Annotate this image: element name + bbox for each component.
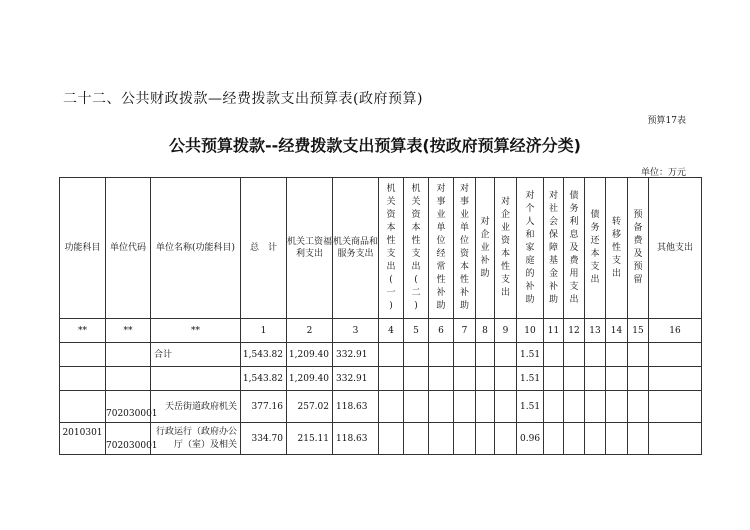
func-code-cell [60,391,106,423]
index-cell: 12 [564,319,585,343]
index-cell: 8 [476,319,495,343]
unit-code-cell [106,343,151,367]
header-wage: 机关工资福利支出 [287,178,333,319]
header-debt-principal: 债 务 还 本 支 出 [585,178,606,319]
header-goods: 机关商品和服务支出 [333,178,379,319]
total-cell: 1,543.82 [241,343,287,367]
index-cell: 6 [429,319,454,343]
wage-cell: 257.02 [287,391,333,423]
header-other: 其他支出 [649,178,702,319]
header-unit-name: 单位名称(功能科目) [151,178,241,319]
index-cell: 13 [585,319,606,343]
header-total: 总 计 [241,178,287,319]
index-cell: 11 [544,319,564,343]
header-inst-capital: 对 事 业 单 位 资 本 性 补 助 [454,178,476,319]
personal-cell: 1.51 [517,391,544,423]
index-cell: 7 [454,319,476,343]
func-code-cell [60,343,106,367]
total-cell: 1,543.82 [241,367,287,391]
goods-cell: 118.63 [333,423,379,455]
total-cell: 377.16 [241,391,287,423]
personal-cell: 1.51 [517,343,544,367]
table-row [60,367,702,391]
total-cell: 334.70 [241,423,287,455]
header-capital-2: 机 关 资 本 性 支 出 ( 二 ) [404,178,429,319]
index-cell: ** [151,319,241,343]
main-title: 公共预算拨款--经费拨款支出预算表(按政府预算经济分类) [169,136,581,155]
table-id: 预算17表 [647,116,686,126]
index-cell: ** [60,319,106,343]
index-cell: 16 [649,319,702,343]
index-cell: 14 [606,319,628,343]
index-cell: 2 [287,319,333,343]
table-row [60,423,702,455]
header-func-code: 功能科目 [60,178,106,319]
goods-cell: 118.63 [333,391,379,423]
unit-label: 单位：万元 [640,168,686,178]
header-enterprise-capital: 对 企 业 资 本 性 支 出 [495,178,517,319]
header-transfer: 转 移 性 支 出 [606,178,628,319]
index-cell: 9 [495,319,517,343]
wage-cell: 1,209.40 [287,343,333,367]
goods-cell: 332.91 [333,343,379,367]
func-code-cell: 2010301 [60,423,106,455]
unit-name-cell: 行政运行（政府办公厅（室）及相关 [151,423,241,455]
unit-code-cell: 702030001 [106,391,151,423]
index-cell: ** [106,319,151,343]
index-cell: 15 [628,319,649,343]
unit-code-cell [106,367,151,391]
unit-name-cell: 天岳街道政府机关 [151,391,241,423]
budget-table [59,177,702,455]
index-cell: 1 [241,319,287,343]
header-unit-code: 单位代码 [106,178,151,319]
section-title: 二十二、公共财政拨款—经费拨款支出预算表(政府预算) [63,91,423,107]
table-row [60,343,702,367]
header-personal: 对 个 人 和 家 庭 的 补 助 [517,178,544,319]
header-inst-regular: 对 事 业 单 位 经 常 性 补 助 [429,178,454,319]
index-cell: 3 [333,319,379,343]
header-row [60,178,702,319]
wage-cell: 1,209.40 [287,367,333,391]
personal-cell: 1.51 [517,367,544,391]
goods-cell: 332.91 [333,367,379,391]
header-capital-1: 机 关 资 本 性 支 出 ( 一 ) [379,178,404,319]
index-cell: 4 [379,319,404,343]
table-row [60,391,702,423]
index-cell: 10 [517,319,544,343]
unit-name-cell [151,367,241,391]
header-social-fund: 对 社 会 保 障 基 金 补 助 [544,178,564,319]
index-row [60,319,702,343]
header-enterprise: 对 企 业 补 助 [476,178,495,319]
unit-name-cell: 合计 [151,343,241,367]
unit-code-cell: 702030001 [106,423,151,455]
index-cell: 5 [404,319,429,343]
personal-cell: 0.96 [517,423,544,455]
wage-cell: 215.11 [287,423,333,455]
header-debt-interest: 债 务 利 息 及 费 用 支 出 [564,178,585,319]
func-code-cell [60,367,106,391]
header-reserve: 预 备 费 及 预 留 [628,178,649,319]
